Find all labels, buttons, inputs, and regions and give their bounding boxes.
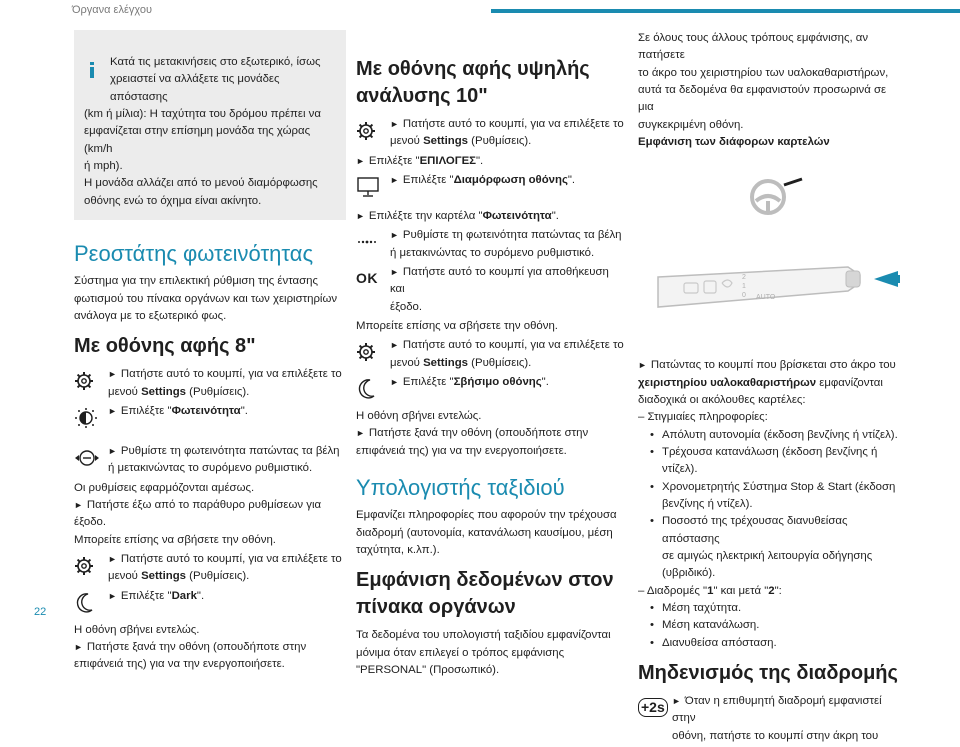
body-text: επιφάνειά της) για να την ενεργοποιήσετε. [356,444,567,457]
step-row: ► Ρυθμίστε τη φωτεινότητα πατώντας τα βέλη ή μετακινώντας το συρόμενο ρυθμιστικό. [74,443,346,478]
body-text: Η οθόνη σβήνει εντελώς. [356,409,482,422]
step-row: ► Ρυθμίστε τη φωτεινότητα πατώντας τα βέλη ή μετακινώντας το συρόμενο ρυθμιστικό. [356,227,626,262]
dark-label: Dark [171,589,197,602]
list-item: • Απόλυτη αυτονομία (έκδοση βενζίνης ή ντίζελ). [650,427,900,444]
section-title-trip-computer: Υπολογιστής ταξιδιού [356,474,565,500]
monitor-icon [356,172,390,202]
bullet-list [638,427,900,583]
body-text: διαδοχικά οι ακόλουθες καρτέλες: [638,393,806,406]
bullet-list [638,600,900,652]
settings-gear-icon [74,366,108,396]
step-row: +2s ► Όταν η επιθυμητή διαδρομή εμφανιστεί στην οθόνη, πατήστε το κουμπί στην άκρη του [638,693,900,745]
stalk-position-label: 2 [742,274,746,282]
info-text-line: Κατά τις μετακινήσεις στο εξωτερικό, ίσως [110,56,321,68]
info-text-line: ή mph). [84,159,123,172]
list-item: • Χρονομετρητής Σύστημα Stop & Start (έκδοση βενζίνης ή ντίζελ). [650,479,900,514]
running-header: Όργανα ελέγχου [72,4,152,16]
column-right: Σε όλους τους άλλους τρόπους εμφάνισης, αν πατήσετε το άκρο του χειριστηρίου των υαλοκαθαριστήρων, αυτά τα δεδομένα θα εμφανιστούν προσωρινά σε μια συγκεκριμένη οθόνη. Εμφάνιση των διάφορων καρτελών 2 1 0 AUTO ► Πατώντας το κουμπί που βρίσκεται στο άκρο του χειριστηρίου υαλοκαθαριστήρων εμφανίζονται διαδοχικά οι ακόλουθες καρτέλες: – Στιγμιαίες πληροφορίες: • Απόλυτη αυτονομία (έκδοση βενζίνης ή ντίζελ). • Τρέχουσα κατανάλωση (έκδοση βενζίνης ή ντίζελ). • Χρονομετρητής Σύστημα Stop & Start (έκδοση βενζίνης ή ντίζελ). • Ποσοστό της τρέχουσας διανυθείσας απόστασης σε αμιγώς ηλεκτρική λειτουργία οδήγησης (υβριδικό). – Διαδρομές "1" και μετά "2": • Μέση ταχύτητα. • Μέση κατανάλωση. • Διανυθείσα απόσταση. Μηδενισμός της διαδρομής +2s ► Όταν η επιθυμητή διαδρομή εμφανιστεί στην οθόνη, πατήστε το κουμπί στην άκρη του [638,30,900,747]
body-text: το άκρο του χειριστηρίου των υαλοκαθαριστήρων, [638,66,889,79]
ok-icon [356,264,390,294]
steering-wheel-icon [752,179,802,213]
stalk-position-label: AUTO [756,294,776,302]
moon-icon [356,374,390,404]
screen-off-label: Σβήσιμο οθόνης [453,375,542,388]
step-row: OK ► Πατήστε αυτό το κουμπί για αποθήκευση και έξοδο. [356,264,626,316]
body-text: αυτά τα δεδομένα θα εμφανιστούν προσωρινά σε μια [638,83,887,114]
display-config-label: Διαμόρφωση οθόνης [453,173,568,186]
step-row: ► Επιλέξτε "Διαμόρφωση οθόνης". [356,172,626,202]
body-text: "PERSONAL" (Προσωπικό). [356,664,500,677]
subsection-title-tabs: Εμφάνιση των διάφορων καρτελών [638,135,830,148]
step-text: οθόνη, πατήστε το κουμπί στην άκρη του [672,729,879,742]
dash-item: – Στιγμιαίες πληροφορίες: [638,411,768,424]
step-text: ή μετακινώντας το συρόμενο ρυθμιστικό. [390,246,595,259]
wiper-stalk-label: χειριστηρίου υαλοκαθαριστήρων [638,376,817,389]
info-text-line: χρειαστεί να αλλάξετε τις μονάδες απόστασης [110,73,280,103]
body-text: ανάλογα με το εξωτερικό φως. [74,310,227,323]
column-middle: Με οθόνης αφής υψηλής ανάλυσης 10" ► Πατήστε αυτό το κουμπί, για να επιλέξετε το μενού Settings (Ρυθμίσεις). ► Επιλέξτε "ΕΠΙΛΟΓΕΣ". ► Επιλέξτε "Διαμόρφωση οθόνης". ► Επιλέξτε την καρτέλα "Φωτεινότητα". ► Ρυθμίστε τη φωτεινότητα πατώντας τα βέλη ή μετακινώντας το συρόμενο ρυθμιστικό. OK ► Πατήστε αυτό το κουμπί για αποθήκευση και έξοδο. Μπορείτε επίσης να σβήσετε την οθόνη. ► Πατήστε αυτό το κουμπί, για να επιλέξετε το μενού Settings (Ρυθμίσεις). ► Επιλέξτε "Σβήσιμο οθόνης". Η οθόνη σβήνει εντελώς. ► Πατήστε ξανά την οθόνη (οπουδήποτε στην επιφάνειά της) για να την ενεργοποιήσετε. Υπολογιστής ταξιδιού Εμφανίζει πληροφορίες που αφορούν την τρέχουσα διαδρομή (αυτονομία, κατανάλωση καυσίμου, μέση ταχύτητα, κ.λπ.). Εμφάνιση δεδομένων στον πίνακα οργάνων Τα δεδομένα του υπολογιστή ταξιδίου εμφανίζονται μόνιμα όταν επιλεγεί ο τρόπος εμφάνισης "PERSONAL" (Προσωπικό). [356,30,626,679]
body-text: Μπορείτε επίσης να σβήσετε την οθόνη. [74,533,276,546]
body-text: Εμφανίζει πληροφορίες που αφορούν την τρέχουσα [356,509,617,522]
step-text: ή μετακινώντας το συρόμενο ρυθμιστικό. [108,462,313,475]
body-text: Μπορείτε επίσης να σβήσετε την οθόνη. [356,319,558,332]
settings-label: Settings [423,135,469,148]
stalk-position-label: 1 [742,283,746,291]
header-accent-bar [491,9,960,13]
settings-label: Settings [141,570,187,583]
wiper-stalk-illustration [638,157,900,347]
section-title-8inch: Με οθόνης αφής 8" [74,335,256,358]
brightness-icon [74,403,108,433]
stalk-position-label: 0 [742,292,746,300]
settings-gear-icon [356,337,390,367]
body-text: μόνιμα όταν επιλεγεί ο τρόπος εμφάνισης [356,646,565,659]
list-item: • Ποσοστό της τρέχουσας διανυθείσας απόστασης σε αμιγώς ηλεκτρική λειτουργία οδήγησης (υβριδικό). [650,513,900,582]
dots-slider-icon [356,227,390,257]
body-text: επιφάνειά της) για να την ενεργοποιήσετε. [74,658,285,671]
options-label: ΕΠΙΛΟΓΕΣ [419,154,476,167]
column-left: Κατά τις μετακινήσεις στο εξωτερικό, ίσως χρειαστεί να αλλάξετε τις μονάδες απόστασης (km ή μίλια): Η ταχύτητα του δρόμου πρέπει να εμφανίζεται στην επίσημη μονάδα της χώρας (km/h ή mph). Η μονάδα αλλάζει από το μενού διαμόρφωσης οθόνης ενώ το όχημα είναι ακίνητο. Ρεοστάτης φωτεινότητας Σύστημα για την επιλεκτική ρύθμιση της έντασης φωτισμού του πίνακα οργάνων και των χειριστηρίων ανάλογα με το εξωτερικό φως. Με οθόνης αφής 8" ► Πατήστε αυτό το κουμπί, για να επιλέξετε το μενού Settings (Ρυθμίσεις). ► Επιλέξτε "Φωτεινότητα". ► Ρυθμίστε τη φωτεινότητα πατώντας τα βέλη ή μετακινώντας το συρόμενο ρυθμιστικό. Οι ρυθμίσεις εφαρμόζονται αμέσως. ► Πατήστε έξω από το παράθυρο ρυθμίσεων για έξοδο. Μπορείτε επίσης να σβήσετε την οθόνη. ► Πατήστε αυτό το κουμπί, για να επιλέξετε το μενού Settings (Ρυθμίσεις). ► Επιλέξτε "Dark". Η οθόνη σβήνει εντελώς. ► Πατήστε ξανά την οθόνη (οπουδήποτε στην επιφάνειά της) για να την ενεργοποιήσετε. [74,30,346,674]
section-title-trip-reset: Μηδενισμός της διαδρομής [638,661,898,684]
step-row: ► Πατήστε αυτό το κουμπί, για να επιλέξετε το μενού Settings (Ρυθμίσεις). [356,337,626,372]
info-text-line: εμφανίζεται στην επίσημη μονάδα της χώρας (km/h [84,125,311,155]
step-text: Πατήστε αυτό το κουμπί, για να επιλέξετε το [120,368,342,381]
step-row: ► Πατήστε αυτό το κουμπί, για να επιλέξετε το μενού Settings (Ρυθμίσεις). [74,551,346,586]
body-text: φωτισμού του πίνακα οργάνων και των χειριστηρίων [74,292,338,305]
ok-label: OK [356,270,378,287]
settings-gear-icon [356,116,390,146]
body-text: συγκεκριμένη οθόνη. [638,118,744,131]
body-text: Σύστημα για την επιλεκτική ρύθμιση της έντασης [74,275,318,288]
press-2s-icon [638,693,672,723]
list-item: • Μέση κατανάλωση. [650,617,900,634]
body-text: διαδρομή (αυτονομία, κατανάλωση καυσίμου, μέση [356,526,613,539]
info-icon [86,62,98,84]
arrows-slider-icon [74,443,108,473]
step-row: ► Επιλέξτε "Dark". [74,588,346,618]
settings-label: Settings [423,356,469,369]
press-duration-badge: +2s [638,698,668,717]
section-title-10inch: Με οθόνης αφής υψηλής ανάλυσης 10" [356,58,590,107]
body-text: έξοδο. [74,516,107,529]
step-row: ► Επιλέξτε "Σβήσιμο οθόνης". [356,374,626,404]
brightness-label: Φωτεινότητα [171,405,241,418]
body-text: Τα δεδομένα του υπολογιστή ταξιδίου εμφανίζονται [356,629,611,642]
list-item: • Διανυθείσα απόσταση. [650,635,900,652]
section-title-rheostat: Ρεοστάτης φωτεινότητας [74,240,314,266]
body-text: Οι ρυθμίσεις εφαρμόζονται αμέσως. [74,481,255,494]
info-text-line: Η μονάδα αλλάζει από το μενού διαμόρφωσης [84,177,318,190]
step-row: ► Πατήστε αυτό το κουμπί, για να επιλέξετε το μενού Settings (Ρυθμίσεις). [356,116,626,151]
wiper-stalk-icon [658,267,860,307]
moon-icon [74,588,108,618]
brightness-label: Φωτεινότητα [482,209,552,222]
list-item: • Μέση ταχύτητα. [650,600,900,617]
body-text: ταχύτητα, κ.λπ.). [356,544,440,557]
settings-label: Settings [141,385,187,398]
info-box [74,30,346,220]
section-title-data-display: Εμφάνιση δεδομένων στον πίνακα οργάνων [356,569,614,619]
press-arrow-icon [874,271,900,287]
step-row: ► Επιλέξτε "Φωτεινότητα". [74,403,346,433]
body-text: Σε όλους τους άλλους τρόπους εμφάνισης, αν πατήσετε [638,32,869,62]
step-text: έξοδο. [390,300,423,313]
list-item: • Τρέχουσα κατανάλωση (έκδοση βενζίνης ή ντίζελ). [650,444,900,479]
body-text: Η οθόνη σβήνει εντελώς. [74,623,200,636]
page-number: 22 [34,606,47,618]
dash-item: – Διαδρομές "1" και μετά "2": [638,584,782,597]
info-text-line: οθόνης ενώ το όχημα είναι ακίνητο. [84,194,262,207]
settings-gear-icon [74,551,108,581]
step-row: ► Πατήστε αυτό το κουμπί, για να επιλέξετε το μενού Settings (Ρυθμίσεις). [74,366,346,401]
info-text-line: (km ή μίλια): Η ταχύτητα του δρόμου πρέπει να [84,107,321,120]
